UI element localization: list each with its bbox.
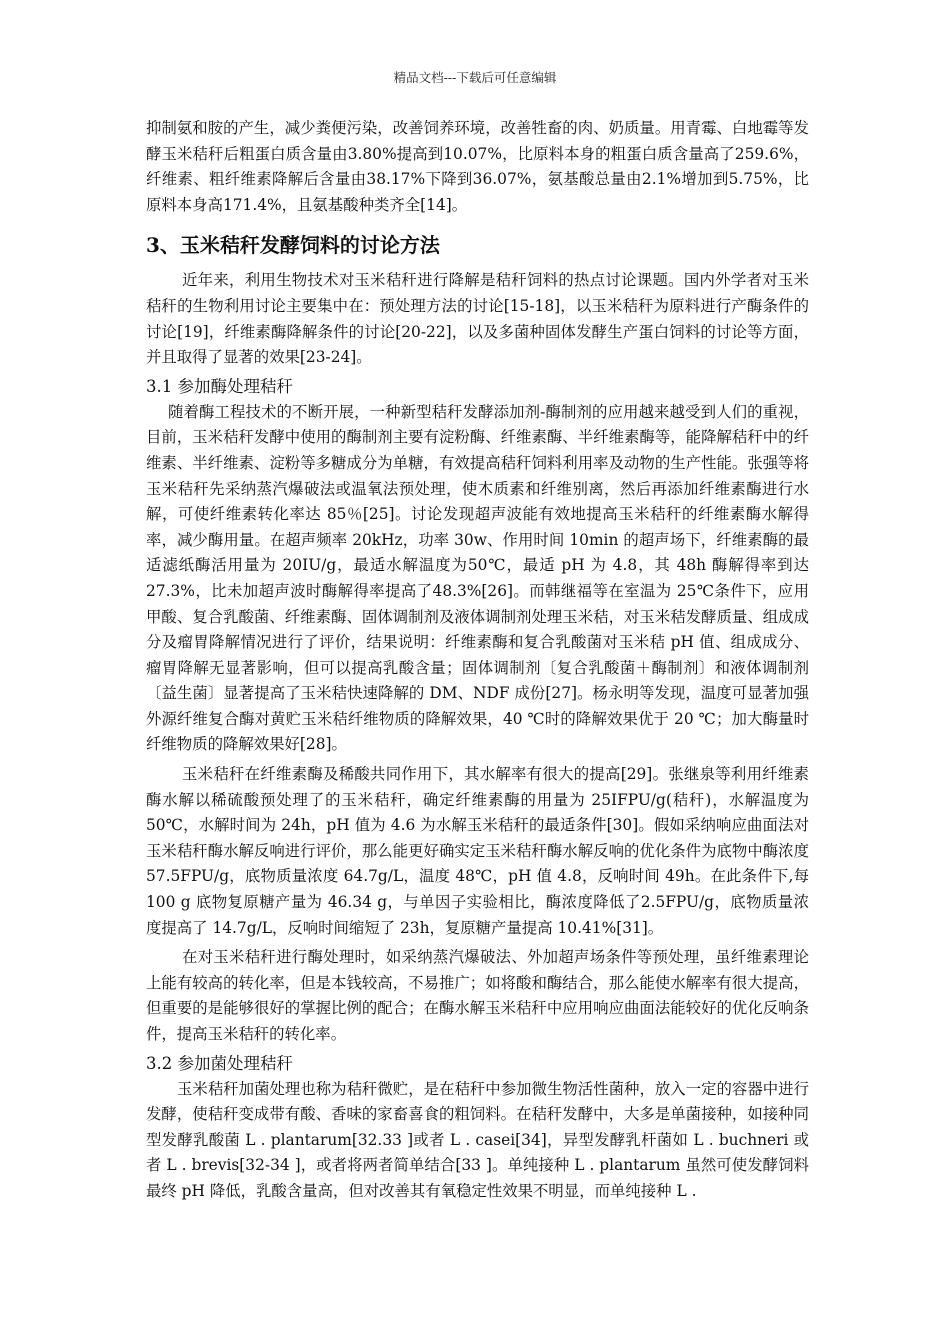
paragraph-enzyme-treatment: 随着酶工程技术的不断开展，一种新型秸秆发酵添加剂-酶制剂的应用越来越受到人们的重视，目前，玉米秸秆发酵中使用的酶制剂主要有淀粉酶、纤维素酶、半纤维素酶等，能降解秸秆中的纤维素、半纤维素、淀粉等多糖成分为单糖，有效提高秸秆饲料利用率及动物的生产性能。张强等将玉米秸秆先采纳蒸汽爆破法或温氧法预处理，使木质素和纤维别离，然后再添加纤维素酶进行水解，可使纤维素转化率达 85％[25]。讨论发现超声波能有效地提高玉米秸秆的纤维素酶水解得率，减少酶用量。在超声频率 20kHz，功率 30w、作用时间 10min 的超声场下，纤维素酶的最适滤纸酶活用量为 20IU/g，最适水解温度为50℃，最适 pH 为 4.8，其 48h 酶解得率到达 27.3%，比未加超声波时酶解得率提高了48.3%[26]。而韩继福等在室温为 25℃条件下，应用甲酸、复合乳酸菌、纤维素酶、固体调制剂及液体调制剂处理玉米秸，对玉米秸发酵质量、组成成分及瘤胃降解情况进行了评价，结果说明：纤维素酶和复合乳酸菌对玉米秸 pH 值、组成成分、瘤胃降解无显著影响，但可以提高乳酸含量；固体调制剂〔复合乳酸菌＋酶制剂〕和液体调制剂〔益生菌〕显著提高了玉米秸快速降解的 DM、NDF 成份[27]。杨永明等发现，温度可显著加强外源纤维复合酶对黄贮玉米秸纤维物质的降解效果，40 ℃时的降解效果优于 20 ℃；加大酶量时纤维物质的降解效果好[28]。 xyxy=(146,402,809,754)
subsection-heading-3-1: 3.1 参加酶处理秸秆 xyxy=(146,376,293,396)
paragraph-bacteria-treatment: 玉米秸秆加菌处理也称为秸秆微贮，是在秸秆中参加微生物活性菌种，放入一定的容器中进行发酵，使秸秆变成带有酸、香味的家畜喜食的粗饲料。在秸秆发酵中，大多是单菌接种，如接种同型发酵乳酸菌 L . plantarum[32.33 ]或者 L . casei[34]，异型发酵乳杆菌如 L . buchneri 或者 L . brevis[32-34 ]，或者将两者简单结合[33 ]。单纯接种 L . plantarum 虽然可使发酵饲料最终 pH 降低，乳酸含量高，但对改善其有氧稳定性效果不明显，而单纯接种 L . xyxy=(146,1079,809,1200)
paragraph-enzyme-summary: 在对玉米秸秆进行酶处理时，如采纳蒸汽爆破法、外加超声场条件等预处理，虽纤维素理论上能有较高的转化率，但是本钱较高，不易推广；如将酸和酶结合，那么能使水解率有很大提高，但重要的是能够很好的掌握比例的配合；在酶水解玉米秸秆中应用响应曲面法能较好的优化反响条件，提高玉米秸秆的转化率。 xyxy=(146,948,809,1043)
subsection-heading-3-2: 3.2 参加菌处理秸秆 xyxy=(146,1053,293,1073)
document-body xyxy=(146,116,809,1205)
paragraph-acid-enzyme: 玉米秸秆在纤维素酶及稀酸共同作用下，其水解率有很大的提高[29]。张继泉等利用纤维素酶水解以稀硫酸预处理了的玉米秸秆，确定纤维素酶的用量为 25IFPU/g(秸秆)，水解温度为 50℃，水解时间为 24h，pH 值为 4.6 为水解玉米秸秆的最适条件[30]。假如采纳响应曲面法对玉米秸秆酶水解反响进行评价，那么能更好确实定玉米秸秆酶水解反响的优化条件为底物中酶浓度 57.5FPU/g，底物质量浓度 64.7g/L，温度 48℃，pH 值 4.8，反响时间 49h。在此条件下,每 100 g 底物复原糖产量为 46.34 g，与单因子实验相比，酶浓度降低了2.5FPU/g，底物质量浓度提高了 14.7g/L，反响时间缩短了 23h，复原糖产量提高 10.41%[31]。 xyxy=(146,765,809,937)
section-heading-3: 3、玉米秸秆发酵饲料的讨论方法 xyxy=(146,233,440,258)
paragraph-continuation: 抑制氨和胺的产生，减少粪便污染，改善饲养环境，改善牲畜的肉、奶质量。用青霉、白地霉等发酵玉米秸秆后粗蛋白质含量由3.80%提高到10.07%，比原料本身的粗蛋白质含量高了259.6%，纤维素、粗纤维素降解后含量由38.17%下降到36.07%，氨基酸总量由2.1%增加到5.75%，比原料本身高171.4%，且氨基酸种类齐全[14]。 xyxy=(146,119,809,214)
paragraph-intro: 近年来，利用生物技术对玉米秸秆进行降解是秸秆饲料的热点讨论课题。国内外学者对玉米秸秆的生物利用讨论主要集中在：预处理方法的讨论[15-18]，以玉米秸秆为原料进行产酶条件的讨论[19]，纤维素酶降解条件的讨论[20-22]，以及多菌种固体发酵生产蛋白饲料的讨论等方面，并且取得了显著的效果[23-24]。 xyxy=(146,271,809,367)
page-header: 精品文档---下载后可任意编辑 xyxy=(393,70,557,85)
